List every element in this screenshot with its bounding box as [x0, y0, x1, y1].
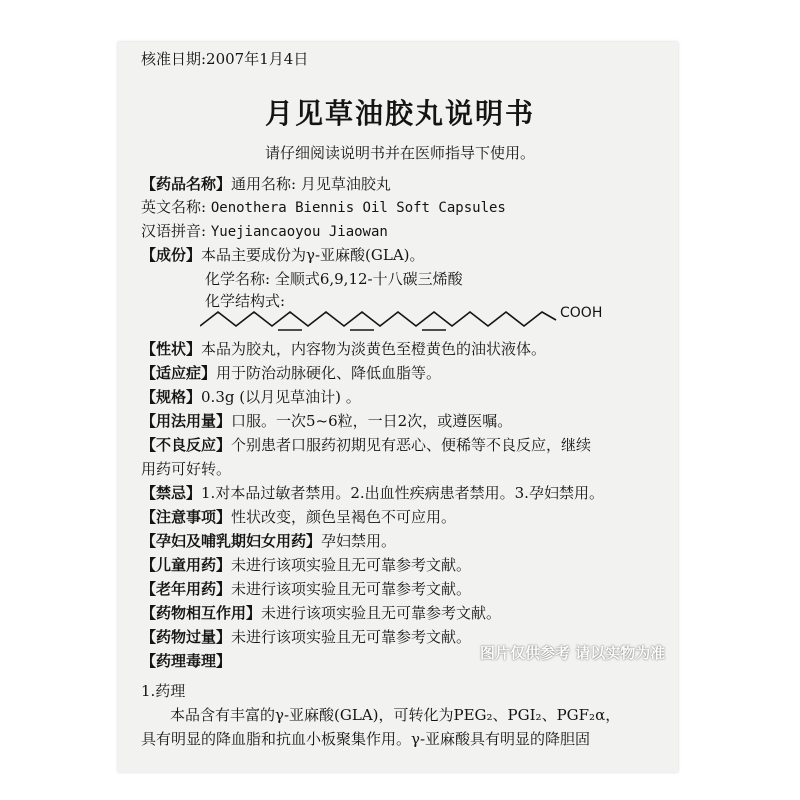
section-text: 个别患者口服药初期见有恶心、便稀等不良反应，继续	[231, 436, 592, 454]
section-label: 【禁忌】	[141, 484, 202, 502]
english-name: Oenothera Biennis Oil Soft Capsules	[210, 200, 506, 216]
section-label: 【药理毒理】	[141, 652, 232, 670]
pinyin-label: 汉语拼音:	[141, 222, 207, 240]
approval-date: 核准日期:2007年1月4日	[141, 50, 309, 68]
section-adverse-reactions	[141, 436, 591, 454]
section-label: 【孕妇及哺乳期妇女用药】	[141, 532, 322, 550]
section-label: 【儿童用药】	[141, 556, 232, 574]
section-text: 未进行该项实验且无可靠参考文献。	[231, 580, 472, 598]
pinyin-row	[141, 222, 388, 241]
section-text: 未进行该项实验且无可靠参考文献。	[231, 628, 472, 646]
section-dosage	[141, 412, 512, 430]
ingredients-row	[141, 246, 425, 264]
section-label: 【老年用药】	[141, 580, 232, 598]
document-title: 月见草油胶丸说明书	[264, 97, 535, 130]
structure-label: 化学结构式:	[205, 292, 286, 310]
section-overdose	[141, 628, 471, 646]
carboxyl-group-label: COOH	[560, 305, 603, 321]
pharmacology-item: 1.药理	[141, 682, 186, 700]
section-text: 孕妇禁用。	[321, 532, 397, 550]
section-text: 本品为胶丸，内容物为淡黄色至橙黄色的油状液体。	[201, 340, 547, 358]
usage-notice: 请仔细阅读说明书并在医师指导下使用。	[264, 144, 535, 162]
drug-name-row	[141, 175, 391, 193]
section-text: 未进行该项实验且无可靠参考文献。	[261, 604, 502, 622]
section-interactions	[141, 604, 501, 622]
english-name-label: 英文名称:	[141, 198, 207, 216]
section-properties	[141, 340, 546, 358]
section-label: 【用法用量】	[141, 412, 232, 430]
section-pediatric	[141, 556, 471, 574]
generic-name: 通用名称: 月见草油胶丸	[231, 175, 391, 193]
pharmacology-paragraph-line: 具有明显的降血脂和抗血小板聚集作用。γ-亚麻酸具有明显的降胆固	[141, 730, 591, 748]
section-precautions	[141, 508, 456, 526]
ingredients-label: 【成份】	[141, 246, 202, 264]
section-label: 【性状】	[141, 340, 202, 358]
section-text: 未进行该项实验且无可靠参考文献。	[231, 556, 472, 574]
english-name-row	[141, 198, 506, 217]
section-label: 【适应症】	[141, 364, 217, 382]
section-geriatric	[141, 580, 471, 598]
section-contraindications	[141, 484, 604, 502]
section-label: 【注意事项】	[141, 508, 232, 526]
chemical-name: 化学名称: 全顺式6,9,12-十八碳三烯酸	[205, 270, 463, 288]
ingredients-text: 本品主要成份为γ-亚麻酸(GLA)。	[201, 246, 425, 264]
drug-name-label: 【药品名称】	[141, 175, 232, 193]
section-specification	[141, 388, 361, 406]
pinyin-name: Yuejiancaoyou Jiaowan	[210, 224, 388, 240]
section-adverse-reactions-cont: 用药可好转。	[141, 460, 232, 478]
section-pharmacology-toxicology	[141, 652, 231, 670]
section-text: 口服。一次5~6粒，一日2次，或遵医嘱。	[231, 412, 513, 430]
pharmacology-paragraph-line: 本品含有丰富的γ-亚麻酸(GLA)，可转化为PEG₂、PGI₂、PGF₂α，	[170, 706, 621, 724]
section-text: 用于防治动脉硬化、降低血脂等。	[216, 364, 442, 382]
section-label: 【药物相互作用】	[141, 604, 262, 622]
watermark-text: 图片仅供参考 请以实物为准	[480, 644, 666, 662]
section-text: 0.3g (以月见草油计) 。	[201, 388, 361, 406]
section-text: 性状改变，颜色呈褐色不可应用。	[231, 508, 457, 526]
section-label: 【不良反应】	[141, 436, 232, 454]
chemical-structure-diagram	[200, 296, 620, 336]
section-label: 【规格】	[141, 388, 202, 406]
section-text: 1.对本品过敏者禁用。2.出血性疾病患者禁用。3.孕妇禁用。	[201, 484, 604, 502]
section-indications	[141, 364, 441, 382]
section-label: 【药物过量】	[141, 628, 232, 646]
section-pregnancy	[141, 532, 396, 550]
